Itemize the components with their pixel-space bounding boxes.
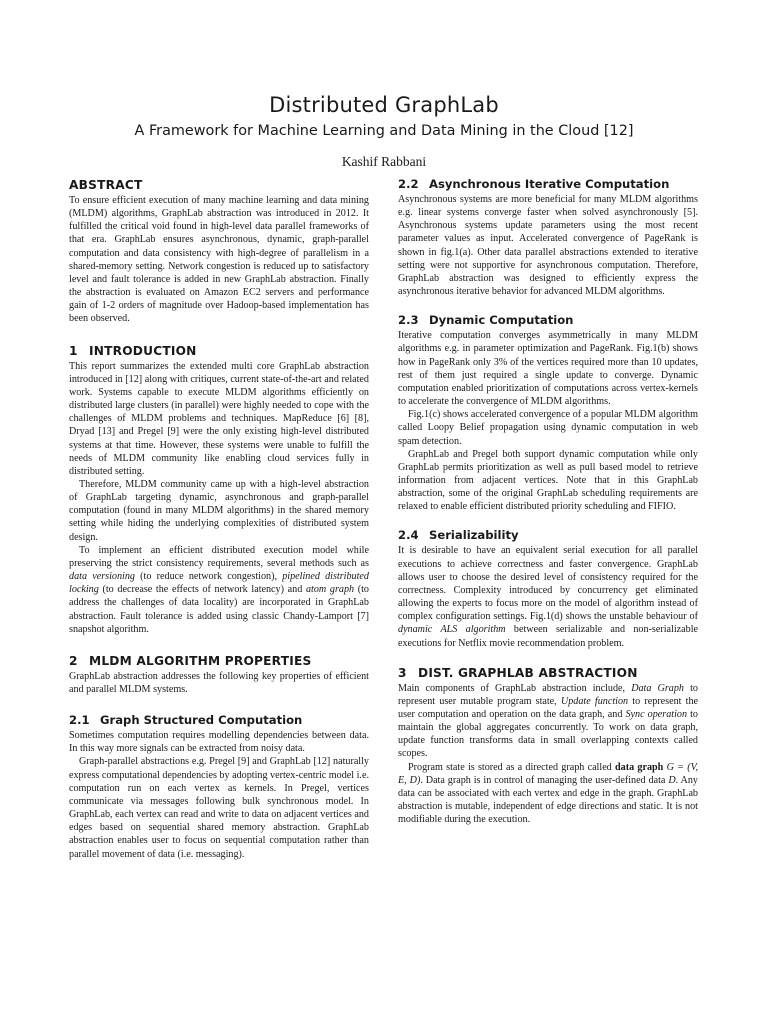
section-title: Serializability xyxy=(429,528,519,543)
bold-term: data graph xyxy=(615,761,664,773)
emphasis: pipelined distributed locking xyxy=(69,571,369,596)
s21-paragraph-1: Sometimes computation requires modelling dependencies between data. In this way more signals can be extracted from noisy data. xyxy=(69,730,369,755)
left-column xyxy=(69,176,369,861)
s3-paragraph-1 xyxy=(398,682,698,761)
s23-paragraph-1: Iterative computation converges asymmetrically in many MLDM algorithms e.g. in parameter optimization and PageRank. Fig.1(b) shows how in PageRank only 3% of the vertices required more than 10 updates, rest of them just required a single update to converge. Dynamic computation enabled prioritization of computations across vertex-kernels to accelerate the convergence of MLDM algorithms. xyxy=(398,330,698,408)
math-expression: G = (V, E, D) xyxy=(398,761,699,786)
text-run: to represent the user computation and operation on the data graph, and xyxy=(398,695,698,720)
text-run: Program state is stored as a directed graph called xyxy=(408,761,616,773)
text-run: to represent user mutable program state, xyxy=(398,682,698,707)
emphasis: data versioning xyxy=(69,571,135,583)
section-number: 1 xyxy=(69,343,78,358)
emphasis: atom graph xyxy=(305,584,355,596)
paper-subtitle: A Framework for Machine Learning and Data Mining in the Cloud [12] xyxy=(134,123,634,139)
s24-heading xyxy=(398,527,698,544)
s22-heading xyxy=(398,176,698,193)
mldm-heading xyxy=(69,652,369,670)
mldm-text: GraphLab abstraction addresses the following key properties of efficient and parallel MLDM systems. xyxy=(69,670,369,695)
s23-paragraph-2: Fig.1(c) shows accelerated convergence of a popular MLDM algorithm called Loopy Belief propagation using dynamic computation in web spam detection. xyxy=(398,409,698,447)
section-title: Dynamic Computation xyxy=(429,313,574,328)
s21-heading xyxy=(69,712,369,729)
text-run: between serializable and non-serializable executions for Netflix movie recommendation problem. xyxy=(398,624,698,649)
paper-title: Distributed GraphLab xyxy=(269,93,499,117)
s21-paragraph-2: Graph-parallel abstractions e.g. Pregel [9] and GraphLab [12] naturally express computational dependencies by adopting vertex-centric model i.e. computation run on each vertex as kernels. In Pregel, vertices communicate via messages following bulk synchronous model. In GraphLab, each vertex can read and write to data on adjacent vertices and edges based on sequential shared memory abstraction. GraphLab abstraction enables user to focus on sequential computation rather than parallel movement of data (i.e. messaging). xyxy=(69,756,369,860)
section-title: MLDM ALGORITHM PROPERTIES xyxy=(89,653,312,668)
text-run: to maintain the global aggregates concurrently. To work on data graph, update function transforms data in small overlapping contexts called scopes. xyxy=(398,709,698,760)
s23-paragraph-3: GraphLab and Pregel both support dynamic computation while only GraphLab permits prioritization as well as pull based model to retrieve information from adjacent vertices. Note that in this GraphLab abstraction, some of the original GraphLab scheduling requirements are relaxed to enable efficient distributed priority scheduling and FIFIO. xyxy=(398,448,698,513)
text-run: (to decrease the effects of network latency) and xyxy=(98,584,306,596)
s22-text: Asynchronous systems are more beneficial for many MLDM algorithms e.g. linear systems converge faster when solved asynchronously [5]. Asynchronous systems update parameters using the most recent parameter values as input. Accelerated convergence of PageRank is shown in fig.1(a). Other data parallel abstractions extended to iterative setting were not supportive for asynchronous computation. Therefore, GraphLab abstraction was designed to efficiently express the asynchronous iterative behavior for advanced MLDM algorithms. xyxy=(398,194,698,298)
section-title: Graph Structured Computation xyxy=(100,713,303,728)
emphasis: Data Graph xyxy=(631,682,684,694)
right-column xyxy=(398,176,698,826)
section-number: 2.3 xyxy=(398,313,419,328)
abstract-heading: ABSTRACT xyxy=(69,178,143,192)
section-number: 2.1 xyxy=(69,713,90,728)
section-title: DIST. GRAPHLAB ABSTRACTION xyxy=(418,665,638,680)
text-run: (to reduce network congestion), xyxy=(134,571,283,583)
text-run: Main components of GraphLab abstraction include, xyxy=(398,682,632,694)
section-number: 2.4 xyxy=(398,528,419,543)
section-title: Asynchronous Iterative Computation xyxy=(429,177,670,191)
text-run: . Any data can be associated with each vertex and edge in the graph. GraphLab abstraction is mutable, independent of edge directions and static. It is not modifiable during the execution. xyxy=(398,774,698,826)
intro-paragraph-2: Therefore, MLDM community came up with a high-level abstraction of GraphLab targeting dynamic, asynchronous and graph-parallel computation (found in many MLDM algorithms) in the shared memory setting while hiding the underlying complexities of distributed system design. xyxy=(69,478,369,543)
section-title: INTRODUCTION xyxy=(89,343,197,358)
section-number: 3 xyxy=(398,665,407,680)
text-run: To implement an efficient distributed execution model while preserving the strict consistency requirements, several methods such as xyxy=(69,544,369,569)
text-run: It is desirable to have an equivalent serial execution for all parallel executions to achieve correctness and faster convergence. GraphLab allows user to choose the desired level of consistency required for the correctness. Complexity introduced by concurrency get eliminated allowing the experts to focus more on the model of algorithm instead of complex configuration settings. Fig.1(d) shows the unstable behaviour of xyxy=(398,545,698,623)
emphasis: Update function xyxy=(560,695,629,707)
text-run: (to address the challenges of data locality) are incorporated in GraphLab abstraction. Fault tolerance is added using classic Chandy-Lamport [7] snapshot algorithm. xyxy=(69,584,369,635)
section-number: 2.2 xyxy=(398,177,419,191)
section-number: 2 xyxy=(69,653,78,668)
intro-paragraph-1: This report summarizes the extended multi core GraphLab abstraction introduced in [12] along with critiques, current state-of-the-art and related work. Systems capable to execute MLDM algorithms efficiently on distributed large clusters (in parallel) were highly needed to cope with the challenges of MLDM problems and techniques. MapReduce [6] [8], Dryad [13] and Pregel [9] were the only existing high-level distributed systems at that time. However, these systems were unable to fulfill the needs of MLDM community like enabling cloud services fully in distributed setting. xyxy=(69,360,369,477)
s3-heading xyxy=(398,664,698,682)
math-symbol: D xyxy=(668,774,676,786)
text-run: . Data graph is in control of managing the user-defined data xyxy=(420,774,669,786)
paper-author: Kashif Rabbani xyxy=(341,154,427,169)
emphasis: Sync operation xyxy=(625,709,688,720)
abstract-text: To ensure efficient execution of many machine learning and data mining (MLDM) algorithms, GraphLab abstraction was introduced in 2012. It fulfilled the critical void found in high-level data parallel frameworks of that era. GraphLab ensures asynchronous, dynamic, graph-parallel computation and data consistency with high-degree of parallelism in a shared-memory setting. Network congestion is reduced up to satisfactory level and fault tolerance is added in new GraphLab abstraction. Finally the abstraction is evaluated on Amazon EC2 servers and performance gain of 1-2 orders of magnitude over Hadoop-based implementation has been observed. xyxy=(69,195,369,325)
intro-paragraph-3 xyxy=(69,544,369,636)
emphasis: dynamic ALS algorithm xyxy=(398,624,506,636)
s3-paragraph-2 xyxy=(398,761,698,827)
s23-heading xyxy=(398,312,698,329)
intro-heading xyxy=(69,342,369,360)
s24-text xyxy=(398,544,698,649)
